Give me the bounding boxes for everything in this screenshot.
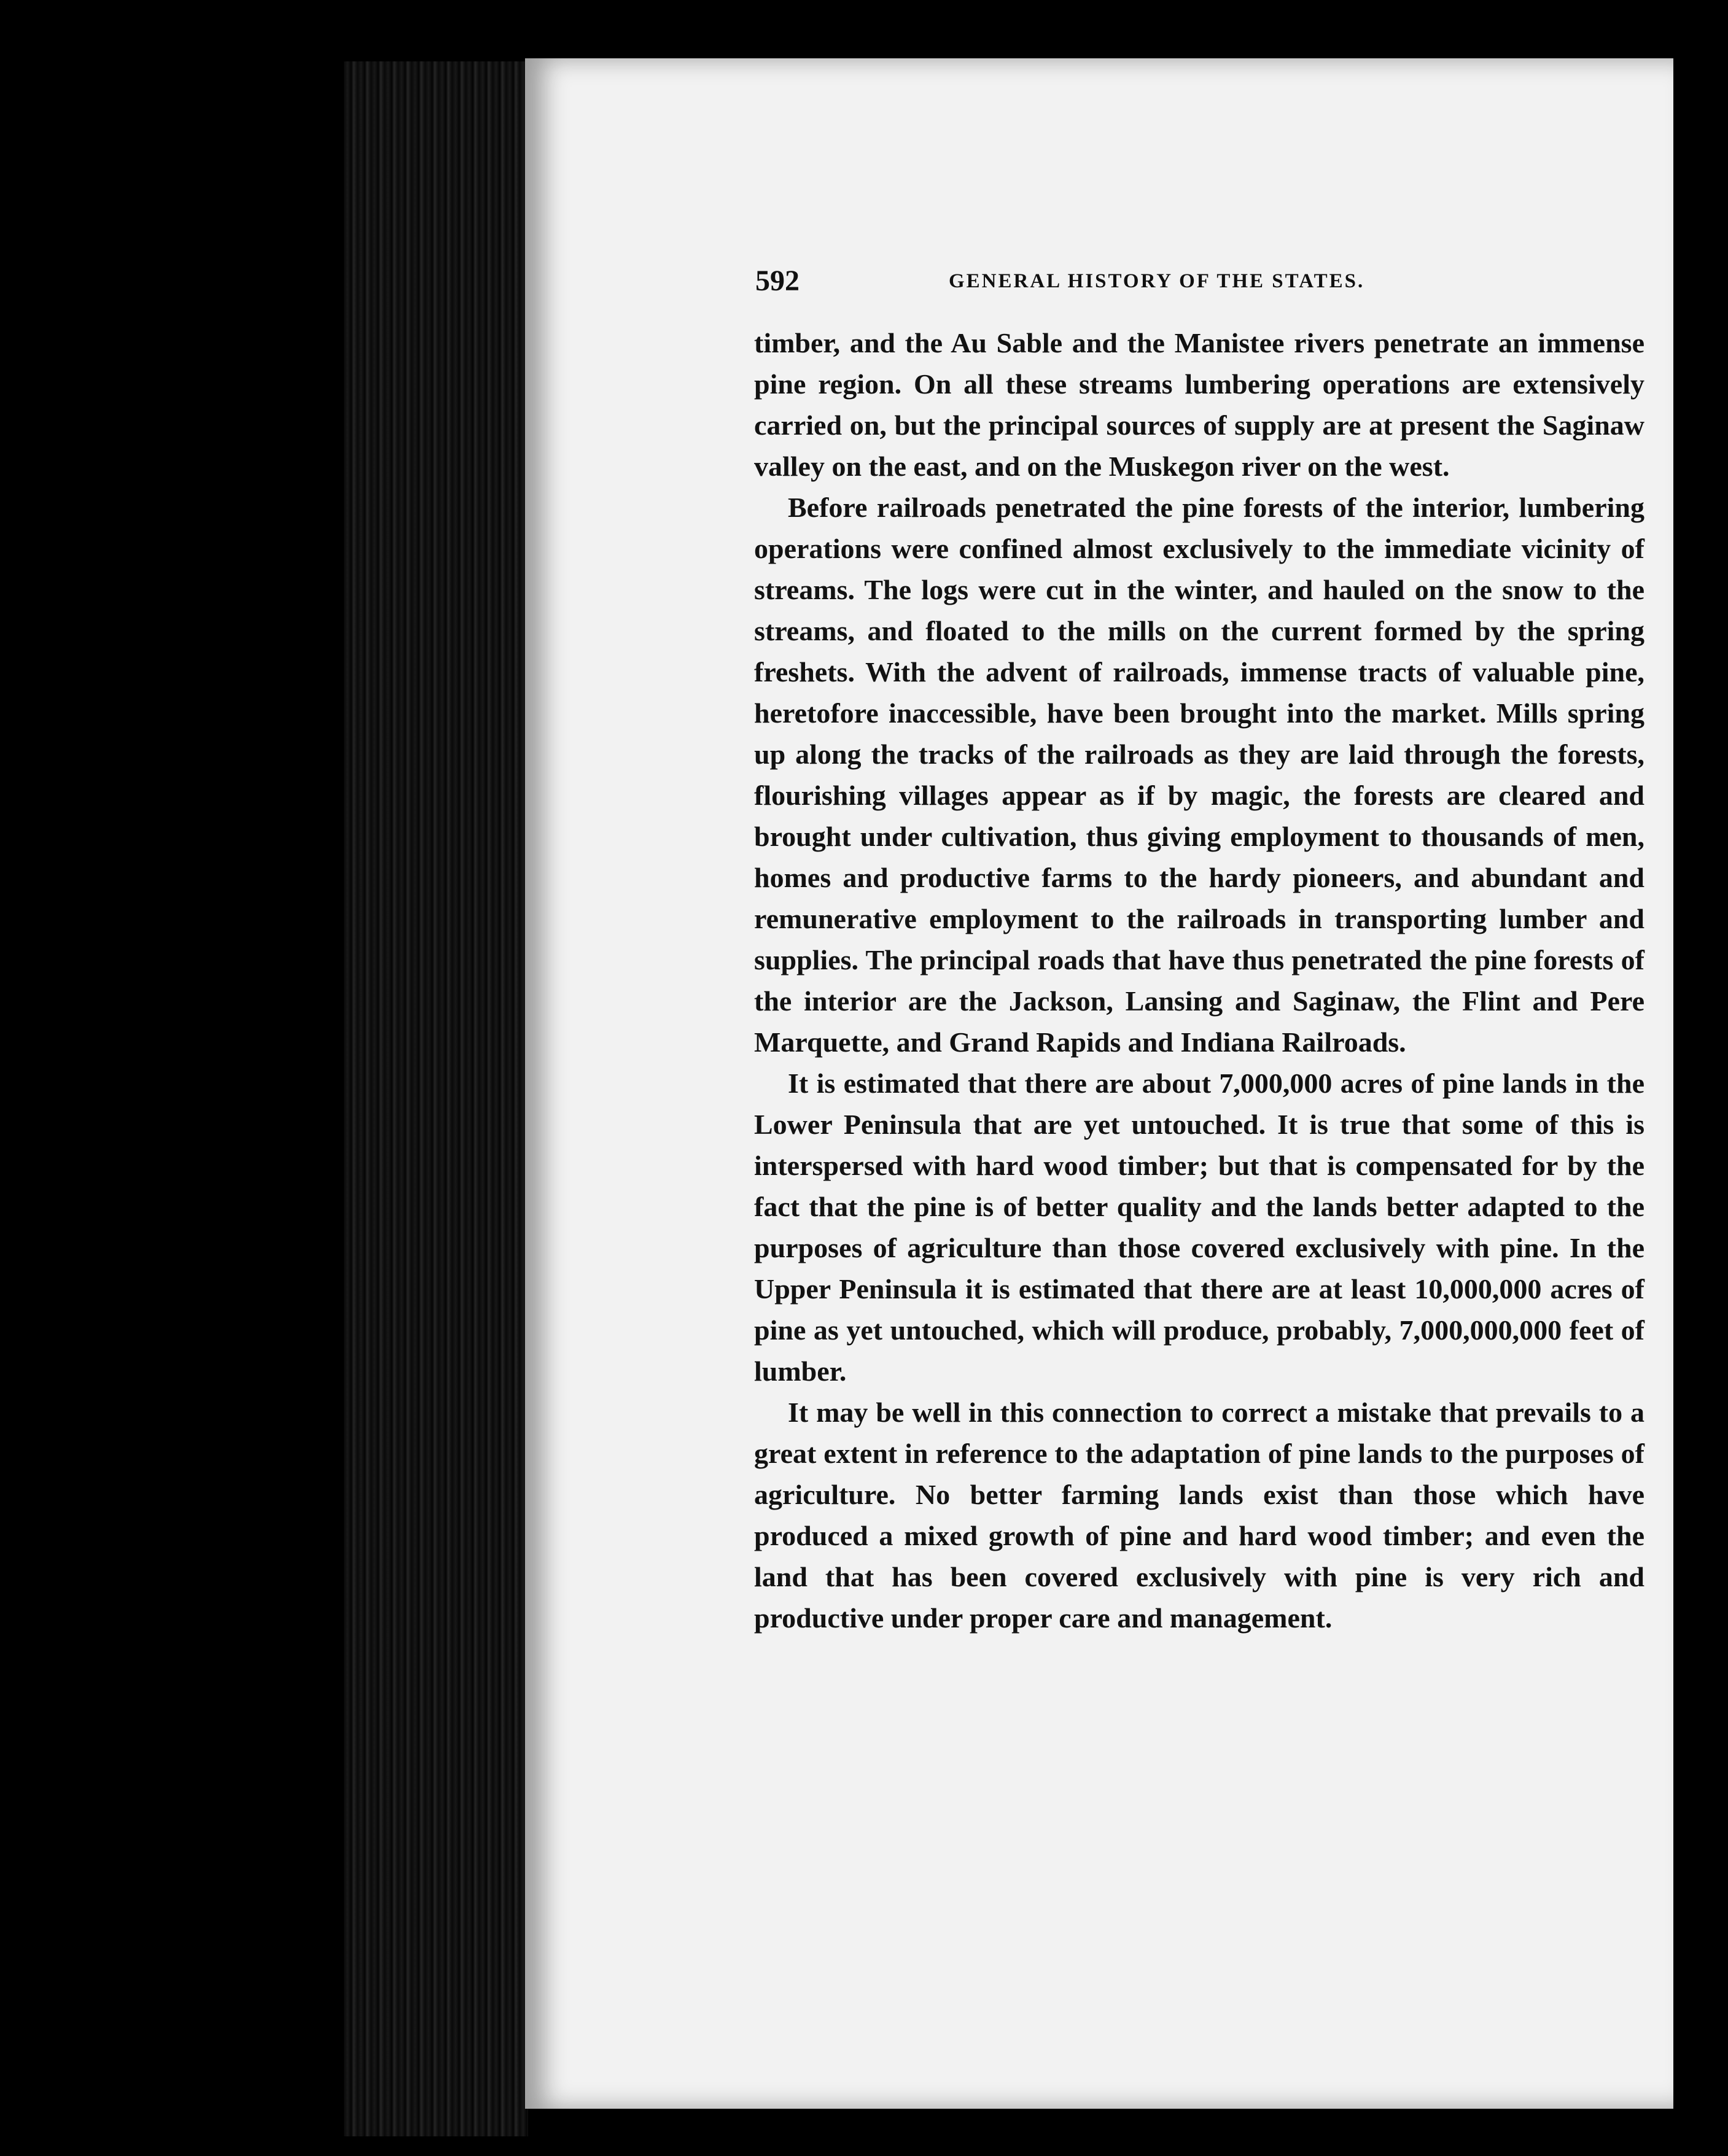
page-edges	[344, 61, 528, 2136]
paragraph-3: It is estimated that there are about 7,000,000 acres of pine lands in the Lower Peninsula that are yet untouched. It is true that some of this is interspersed with hard wood timber; but that is compensated for by the fact that the pine is of better quality and the lands better adapted to the purposes of agriculture than those covered exclusively with pine. In the Upper Peninsula it is estimated that there are at least 10,000,000 acres of pine as yet untouched, which will produce, probably, 7,000,000,000 feet of lumber.	[754, 1068, 1644, 1387]
running-head: GENERAL HISTORY OF THE STATES.	[949, 270, 1365, 292]
page-number: 592	[755, 265, 800, 297]
page-header	[755, 264, 1449, 307]
paragraph-1: timber, and the Au Sable and the Manistee rivers penetrate an immense pine region. On all these streams lumbering operations are extensively carried on, but the principal sources of supply are at present the Saginaw valley on the east, and on the Muskegon river on the west.	[754, 327, 1644, 482]
paragraph-4: It may be well in this connection to correct a mistake that prevails to a great extent in reference to the adaptation of pine lands to the purposes of agriculture. No better farming lands exist than those which have produced a mixed growth of pine and hard wood timber; and even the land that has been covered exclusively with pine is very rich and productive under proper care and management.	[754, 1397, 1644, 1634]
paragraph-2: Before railroads penetrated the pine forests of the interior, lumbering operations were confined almost exclusively to the immediate vicinity of streams. The logs were cut in the winter, and hauled on the snow to the streams, and floated to the mills on the current formed by the spring freshets. With the advent of railroads, immense tracts of valuable pine, heretofore inaccessible, have been brought into the market. Mills spring up along the tracks of the railroads as they are laid through the forests, flourishing villages appear as if by magic, the forests are cleared and brought under cultivation, thus giving employment to thousands of men, homes and productive farms to the hardy pioneers, and abundant and remunerative employment to the railroads in transporting lumber and supplies. The principal roads that have thus penetrated the pine forests of the interior are the Jackson, Lansing and Saginaw, the Flint and Pere Marquette, and Grand Rapids and Indiana Railroads.	[754, 492, 1644, 1058]
body-text	[754, 322, 1644, 1638]
